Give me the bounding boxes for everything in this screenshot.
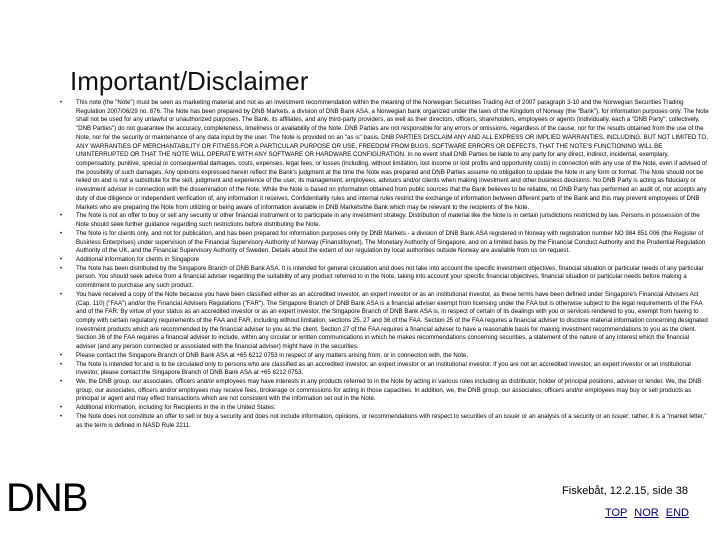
list-item — [58, 230, 710, 256]
bullet-icon: • — [60, 256, 63, 263]
list-item-text: Please contact the Singapore Branch of DNB Bank ASA at +65 6212 0753 in respect of any matters arising from, or in connection with, the Note. — [76, 351, 469, 359]
bullet-icon: • — [60, 379, 63, 385]
bullet-icon: • — [60, 352, 63, 359]
nav-link-end[interactable]: END — [665, 507, 689, 519]
nav-link-nor[interactable]: NOR — [634, 507, 659, 519]
list-item-text: The Note is intended for and is to be circulated only to persons who are classified as an accredited investor, an expert investor or an institutional investor. If you are not an accredited investor, an expert investor or an institutional investor, please contact the Singapore Branch of DNB Bank ASA at +65 6212 0753. — [76, 360, 691, 377]
bullet-icon: • — [60, 413, 63, 420]
list-item-text: You have received a copy of the Note because you have been classified either as an accredited investor, an expert investor or as an institutional investor, as these terms have been defined under Singapore's Financial Advisers Act (Cap. 110) ("FAA") and/or the Financial Advisers Regulations ("FAR"). The Singapore Branch of DNB Bank ASA is a financial adviser exempt from licensing under the FAA but is otherwise subject to the legal requirements of the FAA and of the FAR. By virtue of your status as an accredited investor or as an expert investor, the Singapore Branch of DNB Bank ASA is, in respect of certain of its dealings with you or services rendered to you, exempt from having to comply with certain regulatory requirements of the FAA and FAR, including without limitation, sections 25, 27 and 36 of the FAA. Section 25 of the FAA requires a financial adviser to disclose material information concerning designated investment products which are recommended by the financial adviser to you as the client. Section 27 of the FAA requires a financial adviser to have a reasonable basis for making investment recommendations to you as the client. Section 36 of the FAA requires a financial adviser to include, within any circular or written communications in which he makes recommendations concerning securities, a statement of the nature of any interest which the financial adviser (and any person connected or associated with the financial adviser) might have in the securities. — [76, 290, 708, 351]
list-item-text: The Note does not constitute an offer to sell or buy a security and does not include information, opinions, or recommendations with respect to securities of an issuer or an analysis of a security or an issuer; rather, it is a "market letter," as the term is defined in NASD Rule 2211. — [76, 412, 707, 429]
list-item — [58, 99, 710, 212]
page-title: Important/Disclaimer — [70, 66, 309, 96]
bullet-icon: • — [60, 100, 63, 106]
list-item — [58, 378, 710, 404]
bullet-icon: • — [60, 213, 63, 220]
list-item — [58, 256, 710, 265]
dnb-logo: DNB — [6, 476, 88, 520]
list-item-text: This note (the "Note") must be seen as marketing material and not as an investment recommendation within the meaning of the Norwegian Securities Trading Act of 2007 paragraph 3-10 and the Norwegian Securities Trading Regulation 2007/06/29 no. 876. The Note has been prepared by DNB Markets, a division of DNB Bank ASA, a Norwegian bank organized under the laws of the Kingdom of Norway (the "Bank"), for information purposes only. The Note shall not be used for any unlawful or unauthorized purposes. The Bank, its affiliates, and any third-party providers, as well as their directors, officers, shareholders, employees or agents (individually, each a "DNB Party"; collectively, "DNB Parties") do not guarantee the accuracy, completeness, timeliness or availability of the Note. DNB Parties are not responsible for any errors or omissions, regardless of the cause, nor for the results obtained from the use of the Note, nor for the security or maintenance of any data input by the user. The Note is provided on an "as is" basis. DNB PARTIES DISCLAIM ANY AND ALL EXPRESS OR IMPLIED WARRANTIES, INCLUDING, BUT NOT LIMITED TO, ANY WARRANTIES OF MERCHANTABILITY OR FITNESS FOR A PARTICULAR PURPOSE OR USE, FREEDOM FROM BUGS, SOFTWARE ERRORS OR DEFECTS, THAT THE NOTE'S FUNCTIONING WILL BE UNINTERRUPTED OR THAT THE NOTE WILL OPERATE WITH ANY SOFTWARE OR HARDWARE CONFIGURATION. In no event shall DNB Parties be liable to any party for any direct, indirect, incidental, exemplary, compensatory, punitive, special or consequential damages, costs, expenses, legal fees, or losses (including, without limitation, lost income or lost profits and opportunity costs) in connection with any use of the Note, even if advised of the possibility of such damages. Any opinions expressed herein reflect the Bank's judgment at the time the Note was prepared and DNB Parties assume no obligation to update the Note in any form or format. The Note should not be relied on and is not a substitute for the skill, judgment and experience of the user, its management, employees, advisors and/or clients when making investment and other business decisions. No DNB Party is acting as fiduciary or investment advisor in connection with the dissemination of the Note. While the Note is based on information obtained from public sources that the Bank believes to be reliable, no DNB Party has performed an audit of, nor accepts any duty of due diligence or independent verification of, any information it receives. Confidentiality rules and internal rules restrict the exchange of information between different parts of the Bank and this may prevent employees of DNB Markets who are preparing the Note from utilizing or being aware of information available in DNB Markets/the Bank which may be relevant to the recipients of the Note. — [76, 99, 709, 211]
list-item-text: The Note is not an offer to buy or sell any security or other financial instrument or to participate in any investment strategy. Distribution of material like the Note is in certain jurisdictions restricted by law. Persons in possession of the Note should seek further guidance regarding such restrictions before distributing the Note. — [76, 212, 700, 229]
bullet-icon: • — [60, 405, 63, 412]
bullet-icon: • — [60, 265, 63, 272]
slide-navigation — [601, 507, 689, 519]
disclaimer-list — [58, 99, 710, 430]
footer-slide-info: Fiskebåt, 12.2.15, side 38 — [562, 485, 688, 497]
list-item — [58, 265, 710, 291]
list-item — [58, 291, 710, 352]
list-item — [58, 361, 710, 378]
list-item — [58, 212, 710, 229]
list-item — [58, 352, 710, 361]
bullet-icon: • — [60, 361, 63, 368]
list-item-text: Additional information, including for Recipients in the in the United States: — [76, 404, 276, 412]
bullet-icon: • — [60, 230, 63, 237]
list-item — [58, 404, 710, 413]
list-item-text: The Note is for clients only, and not for publication, and has been prepared for information purposes only by DNB Markets - a division of DNB Bank ASA registered in Norway with registration number NO 984 851 006 (the Register of Business Enterprises) under supervision of the Financial Supervisory Authority of Norway (Finanstilsynet), The Monetary Authority of Singapore, and on a limited basis by the Financial Conduct Authority and the Prudential Regulation Authority of the UK, and the Financial Supervisory Authority of Sweden. Details about the extent of our regulation by local authorities outside Norway are available from us on request. — [76, 229, 706, 255]
nav-link-top[interactable]: TOP — [604, 507, 628, 519]
list-item — [58, 413, 710, 430]
list-item-text: The Note has been distributed by the Singapore Branch of DNB Bank ASA. It is intended for general circulation and does not take into account the specific investment objectives, financial situation or particular needs of any particular person. You should seek advice from a financial adviser regarding the suitability of any product referred to in the Note, taking into account your specific financial objectives, financial situation or particular needs before making a commitment to purchase any such product. — [76, 264, 704, 290]
list-item-text: We, the DNB group, our associates, officers and/or employees may have interests in any products referred to in the Note by acting in various roles including as distributor, holder of principal positions, adviser or lender. We, the DNB group, our associates, officers and/or employees may receive fees, brokerage or commissions for acting in those capacities. In addition, we, the DNB group, our associates, officers and/or employees may buy or sell products as principal or agent and may effect transactions which are not consistent with the information set out in the Note. — [76, 378, 702, 403]
bullet-icon: • — [60, 291, 63, 298]
list-item-text: Additional information for clients in Singapore — [76, 255, 200, 263]
